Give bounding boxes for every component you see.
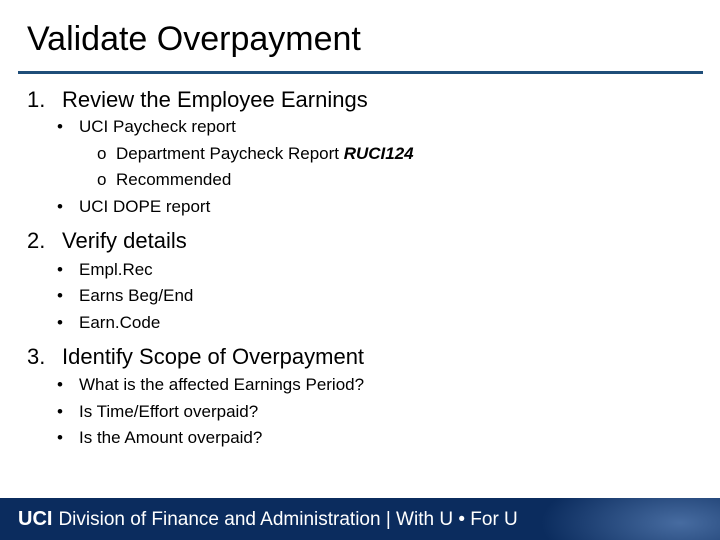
bullet-text: What is the affected Earnings Period?	[79, 375, 365, 394]
section-2-heading	[27, 228, 187, 254]
uci-logo: UCI	[18, 508, 53, 530]
sub-bullet-text: Recommended	[116, 170, 232, 189]
section-2-number: 2.	[27, 228, 46, 253]
bullet-marker: •	[57, 117, 63, 136]
sub-bullet-marker: o	[97, 170, 107, 189]
sub-bullet-text: Department Paycheck Report	[116, 144, 344, 163]
footer-text-line	[18, 498, 518, 540]
bullet-text: Empl.Rec	[79, 260, 153, 279]
bullet-marker: •	[57, 428, 63, 447]
title-underline	[18, 71, 703, 74]
bullet-text: Earns Beg/End	[79, 286, 194, 305]
bullet-marker: •	[57, 197, 63, 216]
bullet-item	[57, 117, 236, 137]
bullet-marker: •	[57, 402, 63, 421]
section-2-title: Verify details	[62, 228, 187, 253]
bullet-item	[57, 402, 258, 422]
section-3-title: Identify Scope of Overpayment	[62, 344, 365, 369]
sub-bullet-marker: o	[97, 144, 107, 163]
bullet-text: UCI DOPE report	[79, 197, 211, 216]
slide-title: Validate Overpayment	[27, 20, 361, 58]
section-1-heading	[27, 87, 368, 113]
bullet-text: Is Time/Effort overpaid?	[79, 402, 259, 421]
bullet-item	[57, 375, 364, 395]
section-1-title: Review the Employee Earnings	[62, 87, 368, 112]
footer-banner	[0, 498, 720, 540]
section-3-heading	[27, 344, 364, 370]
bullet-marker: •	[57, 313, 63, 332]
bullet-item	[57, 313, 160, 333]
bullet-marker: •	[57, 286, 63, 305]
bullet-text: Is the Amount overpaid?	[79, 428, 263, 447]
footer-decoration	[540, 498, 720, 540]
section-3-number: 3.	[27, 344, 46, 369]
bullet-item	[57, 260, 153, 280]
bullet-item	[57, 286, 193, 306]
sub-bullet-item	[97, 144, 414, 164]
footer-text: Division of Finance and Administration | With U • For U	[58, 509, 518, 530]
sub-bullet-item	[97, 170, 231, 190]
bullet-item	[57, 428, 262, 448]
bullet-text: UCI Paycheck report	[79, 117, 236, 136]
bullet-marker: •	[57, 260, 63, 279]
report-code: RUCI124	[343, 144, 414, 163]
section-1-number: 1.	[27, 87, 46, 112]
bullet-marker: •	[57, 375, 63, 394]
bullet-text: Earn.Code	[79, 313, 161, 332]
bullet-item	[57, 197, 210, 217]
